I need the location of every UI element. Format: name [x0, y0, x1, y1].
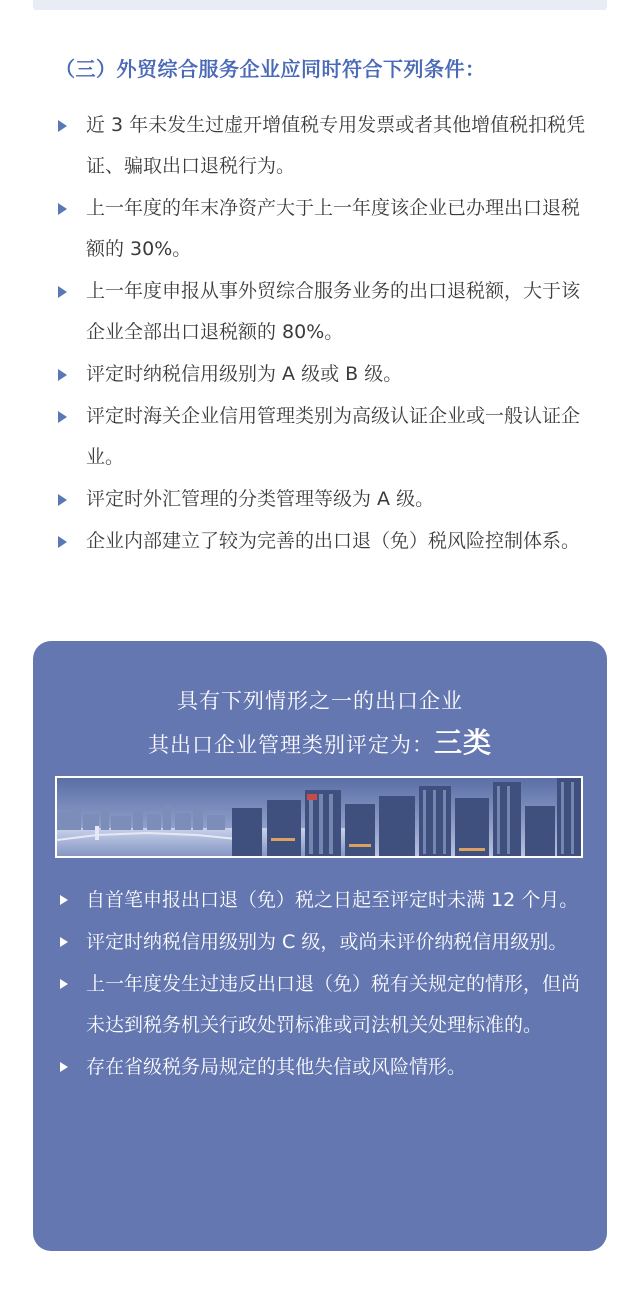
triangle-right-icon	[60, 895, 68, 905]
list-item-text: 近 3 年未发生过虚开增值税专用发票或者其他增值税扣税凭证、骗取出口退税行为。	[86, 114, 586, 177]
box-title-line1: 具有下列情形之一的出口企业	[177, 689, 463, 713]
box-title-text: 其出口企业管理类别评定为：	[147, 733, 434, 757]
list-item-text: 上一年度发生过违反出口退（免）税有关规定的情形，但尚未达到税务机关行政处罚标准或司法机关处理标准的。	[86, 973, 581, 1036]
list-item	[55, 479, 590, 520]
list-item-text: 评定时纳税信用级别为 A 级或 B 级。	[86, 363, 403, 385]
triangle-right-icon	[60, 979, 68, 989]
list-item	[55, 396, 590, 478]
box-title-emphasis: 三类	[433, 726, 492, 759]
list-item	[55, 1047, 585, 1088]
list-item	[55, 105, 590, 187]
top-divider-strip	[33, 0, 607, 10]
list-item	[55, 188, 590, 270]
triangle-right-icon	[58, 536, 67, 548]
triangle-right-icon	[58, 369, 67, 381]
category-three-box	[33, 641, 607, 1251]
list-item-text: 自首笔申报出口退（免）税之日起至评定时未满 12 个月。	[86, 889, 579, 911]
list-item	[55, 521, 590, 562]
list-item	[55, 354, 590, 395]
triangle-right-icon	[58, 286, 67, 298]
list-item-text: 评定时纳税信用级别为 C 级，或尚未评价纳税信用级别。	[86, 931, 568, 953]
conditions-list	[55, 105, 590, 563]
list-item	[55, 964, 585, 1046]
triangle-right-icon	[60, 1062, 68, 1072]
triangle-right-icon	[58, 411, 67, 423]
category-three-list	[55, 880, 585, 1089]
box-title-line2	[33, 721, 607, 761]
triangle-right-icon	[58, 203, 67, 215]
list-item-text: 上一年度申报从事外贸综合服务业务的出口退税额，大于该企业全部出口退税额的 80%。	[86, 280, 581, 343]
list-item	[55, 922, 585, 963]
list-item-text: 评定时海关企业信用管理类别为高级认证企业或一般认证企业。	[86, 405, 581, 468]
section-heading: （三）外贸综合服务企业应同时符合下列条件：	[55, 57, 486, 81]
list-item-text: 评定时外汇管理的分类管理等级为 A 级。	[86, 488, 435, 510]
list-item	[55, 880, 585, 921]
triangle-right-icon	[58, 120, 67, 132]
triangle-right-icon	[60, 937, 68, 947]
list-item-text: 存在省级税务局规定的其他失信或风险情形。	[86, 1056, 467, 1078]
city-skyline-image	[55, 776, 583, 858]
triangle-right-icon	[58, 494, 67, 506]
list-item-text: 企业内部建立了较为完善的出口退（免）税风险控制体系。	[86, 530, 581, 552]
list-item-text: 上一年度的年末净资产大于上一年度该企业已办理出口退税额的 30%。	[86, 197, 581, 260]
list-item	[55, 271, 590, 353]
